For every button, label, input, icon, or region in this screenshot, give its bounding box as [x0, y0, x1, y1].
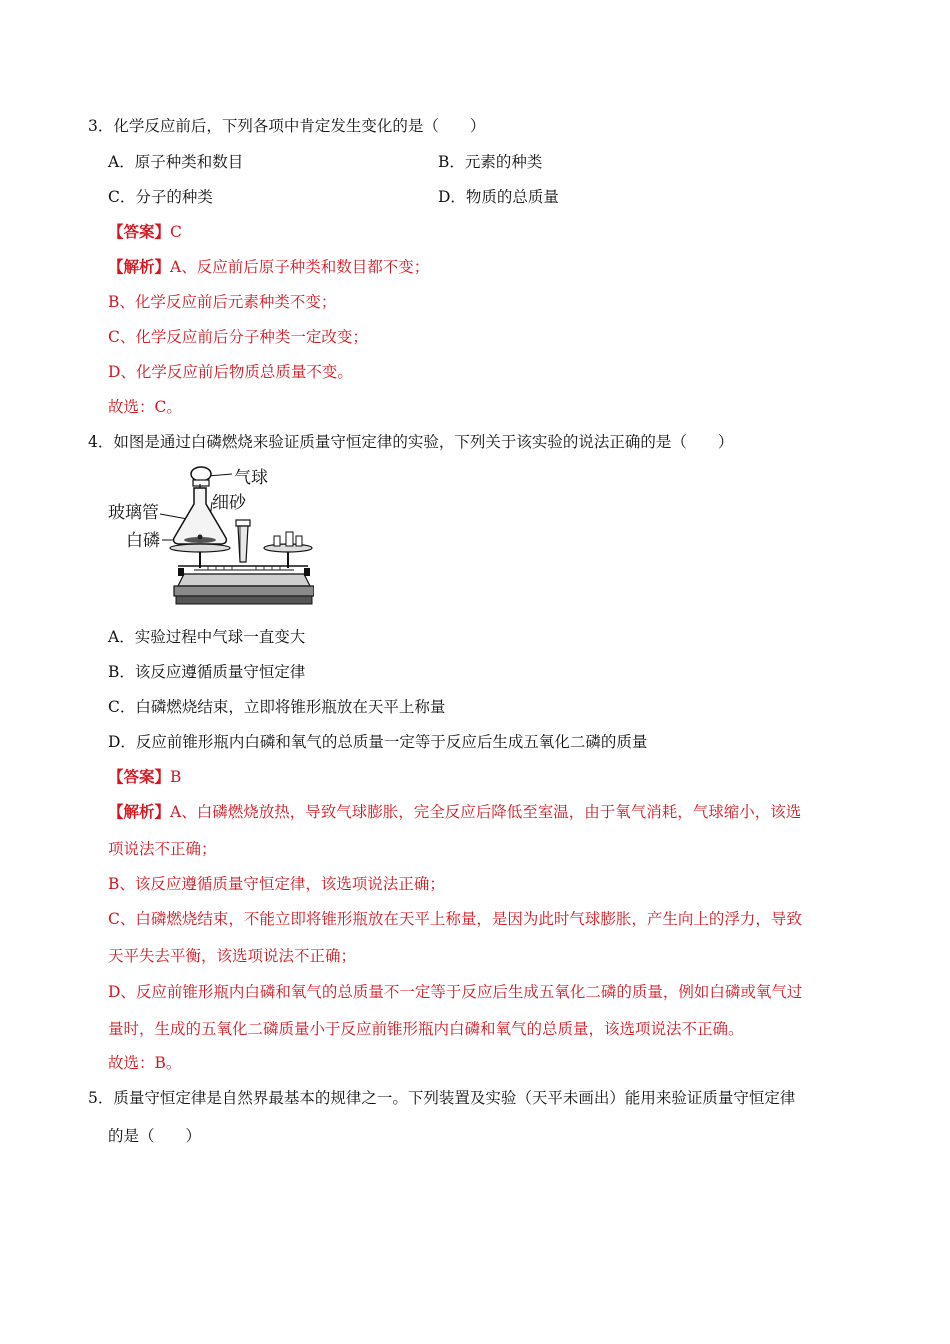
q4-analysis-line-6: D、反应前锥形瓶内白磷和氧气的总质量不一定等于反应后生成五氧化二磷的质量，例如白磷或氧气过 — [108, 983, 803, 1001]
label-white-phosphorus: 白磷 — [126, 531, 160, 551]
q4-option-c: C．白磷燃烧结束，立即将锥形瓶放在天平上称量 — [108, 698, 446, 716]
q4-option-d: D．反应前锥形瓶内白磷和氧气的总质量一定等于反应后生成五氧化二磷的质量 — [108, 733, 648, 751]
q4-analysis-line-5: 天平失去平衡，该选项说法不正确； — [108, 947, 357, 965]
analysis-tag: 【解析】 — [108, 257, 171, 276]
analysis-text: A、白磷燃烧放热，导致气球膨胀，完全反应后降低至室温，由于氧气消耗，气球缩小，该选 — [170, 803, 802, 821]
q5-stem-line-1: 5．质量守恒定律是自然界最基本的规律之一。下列装置及实验（天平未画出）能用来验证质量守恒定律 — [88, 1089, 796, 1107]
q4-option-a: A．实验过程中气球一直变大 — [108, 628, 306, 646]
label-glass-tube: 玻璃管 — [108, 503, 159, 523]
q4-option-b: B．该反应遵循质量守恒定律 — [108, 663, 306, 681]
analysis-tag: 【解析】 — [108, 802, 171, 821]
label-balloon: 气球 — [234, 468, 268, 488]
analysis-text: A、反应前后原子种类和数目都不变； — [170, 258, 430, 276]
q4-analysis-line-4: C、白磷燃烧结束，不能立即将锥形瓶放在天平上称量，是因为此时气球膨胀，产生向上的浮力，导致 — [108, 910, 802, 928]
answer-value: B — [170, 768, 182, 786]
answer-value: C — [170, 223, 182, 241]
q3-option-d: D．物质的总质量 — [438, 188, 559, 206]
balance-experiment-figure — [108, 462, 314, 608]
q3-option-a: A．原子种类和数目 — [108, 153, 244, 171]
q3-analysis-line-2: B、化学反应前后元素种类不变； — [108, 293, 337, 311]
q3-analysis-line-3: C、化学反应前后分子种类一定改变； — [108, 328, 368, 346]
q4-answer — [108, 767, 181, 787]
answer-tag: 【答案】 — [108, 222, 171, 241]
q3-conclusion: 故选：C。 — [108, 398, 182, 416]
q3-answer — [108, 222, 182, 242]
label-sand: 细砂 — [212, 493, 246, 513]
q4-analysis-line-7: 量时，生成的五氧化二磷质量小于反应前锥形瓶内白磷和氧气的总质量，该选项说法不正确。 — [108, 1020, 744, 1038]
q4-analysis-line-2: 项说法不正确； — [108, 840, 217, 858]
q5-stem-line-2: 的是（ ） — [108, 1127, 202, 1145]
q3-option-b: B．元素的种类 — [438, 153, 543, 171]
q4-analysis-line-3: B、该反应遵循质量守恒定律，该选项说法正确； — [108, 875, 445, 893]
q3-analysis-line-1 — [108, 257, 429, 277]
q4-conclusion: 故选：B。 — [108, 1054, 182, 1072]
q4-stem: 4．如图是通过白磷燃烧来验证质量守恒定律的实验，下列关于该实验的说法正确的是（ ） — [88, 433, 734, 451]
q4-analysis-line-1 — [108, 802, 801, 822]
q3-option-c: C．分子的种类 — [108, 188, 213, 206]
q3-stem: 3．化学反应前后，下列各项中肯定发生变化的是（ ） — [88, 117, 486, 135]
q3-analysis-line-4: D、化学反应前后物质总质量不变。 — [108, 363, 353, 381]
answer-tag: 【答案】 — [108, 767, 171, 786]
